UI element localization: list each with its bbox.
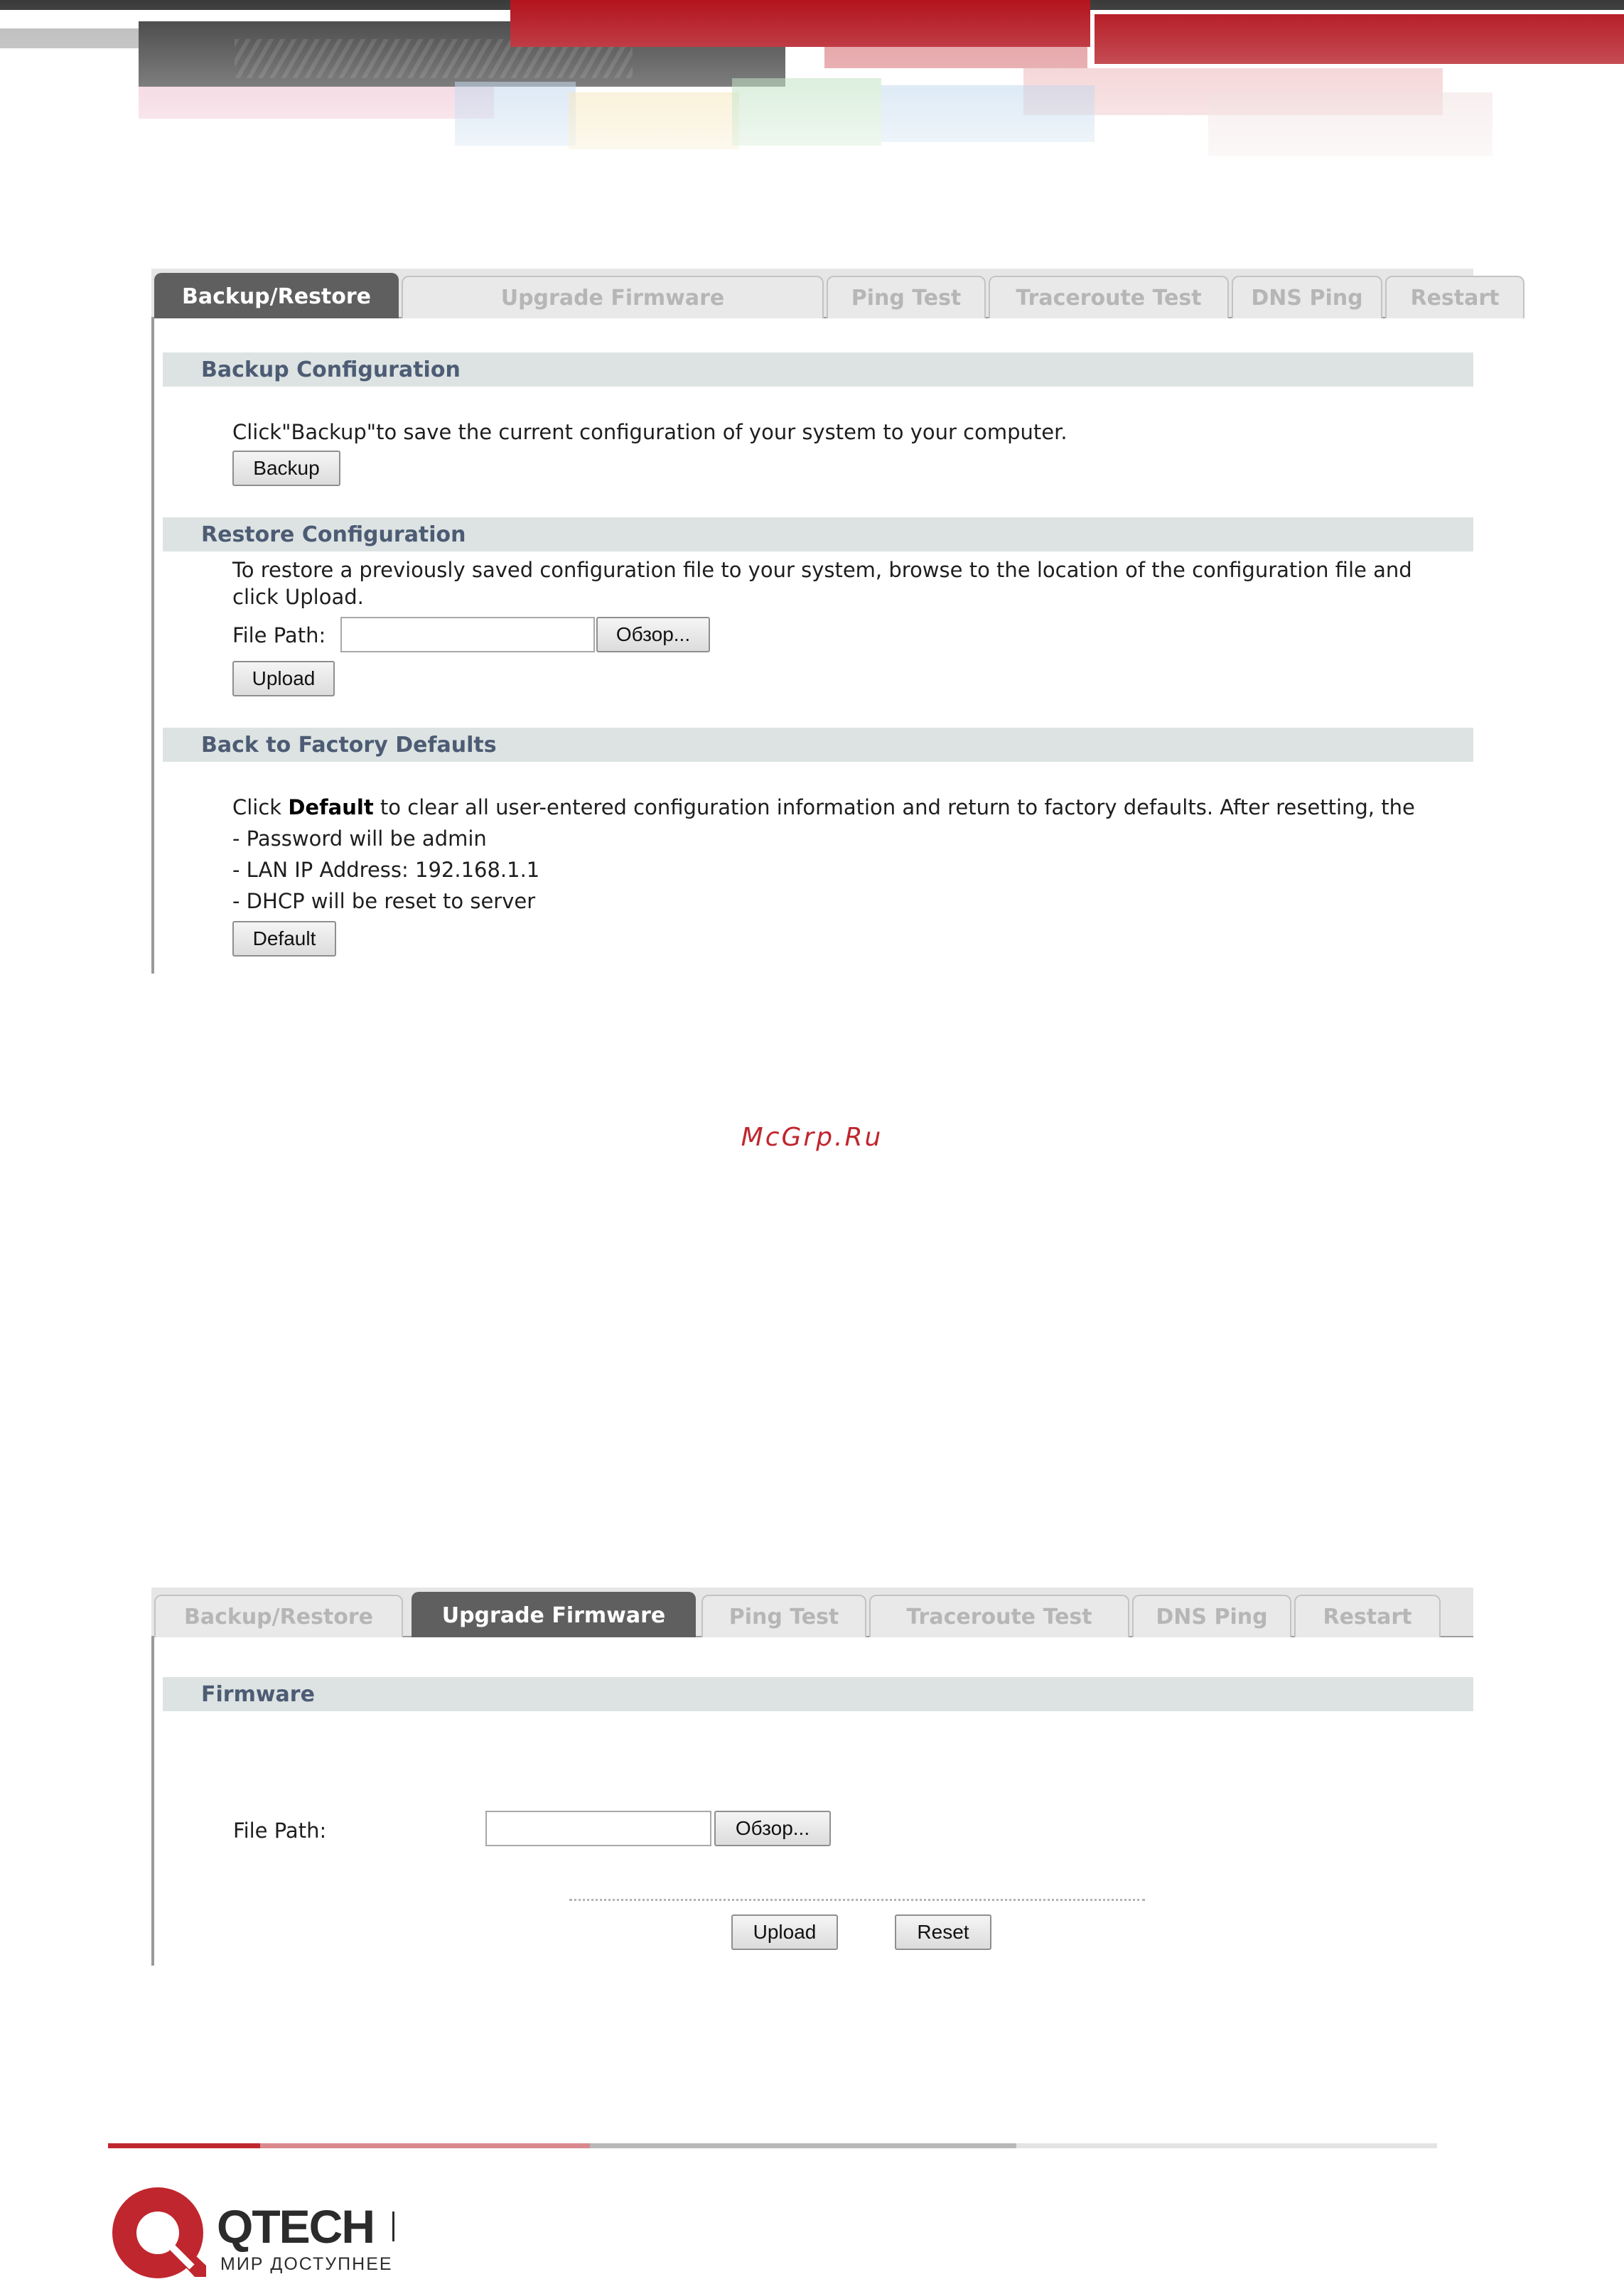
default-button[interactable]: Default [232, 921, 336, 957]
tab-ping-test[interactable]: Ping Test [827, 276, 986, 318]
factory-item-lan-ip: - LAN IP Address: 192.168.1.1 [232, 858, 540, 882]
logo-separator [392, 2212, 394, 2241]
brand-name: QTECH [217, 2200, 374, 2253]
factory-description-bold: Default [288, 795, 374, 819]
restore-section-title: Restore Configuration [163, 517, 1473, 551]
backup-restore-panel [151, 269, 1500, 974]
factory-item-password: - Password will be admin [232, 826, 487, 851]
restore-file-path-label: File Path: [232, 623, 326, 647]
brand-slogan: МИР ДОСТУПНЕЕ [220, 2254, 393, 2274]
restore-browse-button[interactable]: Обзор... [596, 617, 710, 652]
tab-bar [151, 269, 1500, 318]
backup-section-title: Backup Configuration [163, 352, 1473, 387]
upgrade-firmware-panel [151, 1588, 1473, 1966]
tab-dns-ping[interactable]: DNS Ping [1132, 1595, 1291, 1637]
tab-restart[interactable]: Restart [1294, 1595, 1441, 1637]
form-divider [569, 1899, 1145, 1901]
firmware-browse-button[interactable]: Обзор... [714, 1811, 831, 1846]
firmware-file-path-input[interactable] [485, 1811, 711, 1846]
tab-upgrade-firmware[interactable]: Upgrade Firmware [412, 1592, 696, 1637]
firmware-reset-button[interactable]: Reset [895, 1914, 991, 1950]
tab-bar [151, 1588, 1473, 1637]
firmware-file-path-label: File Path: [233, 1819, 327, 1843]
footer-line-gray [590, 2143, 1016, 2148]
tab-backup-restore[interactable]: Backup/Restore [154, 1595, 403, 1637]
backup-description: Click"Backup"to save the current configuration of your system to your computer. [232, 420, 1068, 444]
firmware-upload-button[interactable]: Upload [731, 1914, 838, 1950]
restore-description-line1: To restore a previously saved configuration file to your system, browse to the location of the configuration file and [232, 558, 1412, 582]
restore-upload-button[interactable]: Upload [232, 661, 335, 696]
tab-backup-restore[interactable]: Backup/Restore [154, 273, 399, 318]
footer-line-pink [260, 2143, 590, 2148]
watermark-text: McGrp.Ru [741, 1123, 883, 1152]
restore-description-line2: click Upload. [232, 585, 364, 609]
restore-file-path-input[interactable] [340, 617, 595, 652]
qtech-logo-icon [107, 2182, 209, 2284]
factory-description-pre: Click [232, 795, 289, 819]
tab-upgrade-firmware[interactable]: Upgrade Firmware [402, 276, 824, 318]
factory-defaults-section-title: Back to Factory Defaults [163, 728, 1473, 762]
footer-line-light [1016, 2143, 1437, 2148]
tab-dns-ping[interactable]: DNS Ping [1232, 276, 1382, 318]
tab-traceroute-test[interactable]: Traceroute Test [989, 276, 1229, 318]
firmware-section-title: Firmware [163, 1677, 1473, 1711]
tab-restart[interactable]: Restart [1385, 276, 1524, 318]
tab-ping-test[interactable]: Ping Test [701, 1595, 866, 1637]
factory-item-dhcp: - DHCP will be reset to server [232, 889, 536, 913]
backup-button[interactable]: Backup [232, 451, 340, 486]
factory-description [232, 792, 1415, 823]
footer-line-red [108, 2143, 260, 2148]
page-header-decoration [0, 0, 1624, 206]
factory-description-post: to clear all user-entered configuration information and return to factory defaults. After resetting, the [373, 795, 1415, 819]
tab-traceroute-test[interactable]: Traceroute Test [869, 1595, 1129, 1637]
